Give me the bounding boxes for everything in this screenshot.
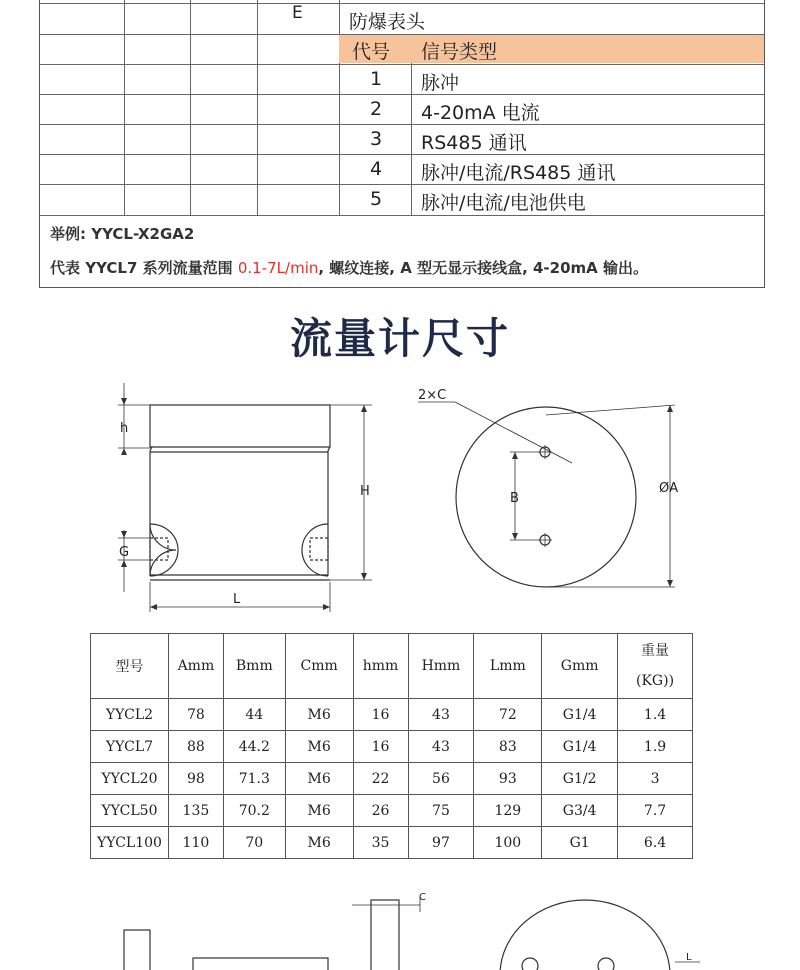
table-row [91,763,693,795]
table-row [91,699,693,731]
table-cell: YYCL2 [91,699,169,731]
table-cell: 100 [474,827,542,859]
bottom-partial-drawings [124,897,700,970]
table-cell: 1.4 [618,699,693,731]
table-cell: YYCL50 [91,795,169,827]
grid-line [190,0,191,215]
table-cell: 88 [168,731,223,763]
signal-header-fill [339,34,764,63]
row-signal: 脉冲 [421,72,460,94]
arrowhead [667,405,673,412]
table-cell: G3/4 [542,795,618,827]
grid-line [339,0,340,215]
partial-hole [522,958,538,970]
partial-hole [598,958,614,970]
table-cell: M6 [285,731,353,763]
row-code: 2 [370,98,383,120]
table-cell: 6.4 [618,827,693,859]
row-code: 1 [370,68,383,90]
row-signal: 4-20mA 电流 [421,102,540,124]
row-text-explosion-proof: 防爆表头 [349,11,426,33]
table-cell: 71.3 [223,763,285,795]
label-2xC: 2×C [418,388,447,403]
table-cell: 78 [168,699,223,731]
bolt-hole [540,447,550,457]
table-cell: 7.7 [618,795,693,827]
table-cell: M6 [285,827,353,859]
table-cell: 35 [353,827,408,859]
col-weight [618,634,693,699]
col-l: Lmm [474,634,542,699]
table-cell: G1/4 [542,731,618,763]
arrowhead [512,452,518,459]
section-title: 流量计尺寸 [289,314,510,363]
partial-rect [124,930,150,970]
grid-line [40,184,764,185]
label-l-small: L [686,952,692,963]
table-cell: G1/2 [542,763,618,795]
table-cell: G1/4 [542,699,618,731]
col-H: Hmm [408,634,474,699]
header-code: 代号 [352,41,391,63]
arrowhead [121,448,127,455]
arrowhead [150,604,157,610]
top-view-circle [456,407,636,587]
left-port-arc [150,524,176,576]
label-g: G [119,545,130,560]
table-cell: 135 [168,795,223,827]
example-line: 举例: YYCL-X2GA2 [50,225,195,243]
table-cell: 110 [168,827,223,859]
col-weight-line1: 重量 [641,643,670,659]
table-cell: 75 [408,795,474,827]
label-phiA: ØA [659,481,679,496]
table-header-row [91,634,693,699]
grid-line [40,94,764,95]
arrowhead [121,531,127,538]
desc-suffix: , 螺纹连接, A 型无显示接线盒, 4-20mA 输出。 [318,259,648,277]
table-cell: 26 [353,795,408,827]
grid-line [40,154,764,155]
table-cell: 70 [223,827,285,859]
top-view [418,402,675,587]
arrowhead [512,533,518,540]
row-signal: RS485 通讯 [421,132,527,154]
col-model: 型号 [91,634,169,699]
table-cell: 97 [408,827,474,859]
desc-prefix: 代表 YYCL7 系列流量范围 [50,259,238,277]
arrowhead [361,573,367,580]
table-cell: YYCL7 [91,731,169,763]
table-cell: YYCL100 [91,827,169,859]
arrowhead [121,398,127,405]
table-cell: 72 [474,699,542,731]
partial-rect [371,900,399,970]
label-h: h [120,421,129,436]
table-cell: 1.9 [618,731,693,763]
grid-line [40,124,764,125]
partial-rect [193,958,328,970]
label-c-small: C [419,892,426,903]
col-a: Amm [168,634,223,699]
table-cell: 3 [618,763,693,795]
row-code: 4 [370,158,383,180]
grid-line [40,64,764,65]
row-code-e: E [292,3,303,23]
example-description [50,257,648,278]
bolt-hole [540,535,550,545]
table-cell: YYCL20 [91,763,169,795]
label-H: H [360,484,370,499]
leader-c [455,402,572,463]
left-port-thread [150,538,168,560]
row-signal: 脉冲/电流/RS485 通讯 [421,162,616,184]
partial-arc [500,900,670,970]
table-row [91,731,693,763]
desc-range: 0.1-7L/min [237,259,319,277]
table-cell: 16 [353,699,408,731]
left-port-arc [150,524,178,576]
header-signal-type: 信号类型 [421,41,498,63]
row-signal: 脉冲/电流/电池供电 [421,192,586,214]
table-cell: 70.2 [223,795,285,827]
arrowhead [121,560,127,567]
table-row [91,827,693,859]
table-cell: 43 [408,699,474,731]
grid-line [40,34,764,35]
right-port-arc [302,524,328,576]
right-port-thread [310,538,328,560]
label-B: B [510,491,519,506]
side-view [118,383,372,612]
table-cell: 44 [223,699,285,731]
col-h: hmm [353,634,408,699]
table-cell: M6 [285,699,353,731]
table-cell: 98 [168,763,223,795]
col-g: Gmm [542,634,618,699]
col-b: Bmm [223,634,285,699]
grid-line [257,0,258,215]
dimension-table [90,633,693,859]
table-cell: M6 [285,763,353,795]
table-cell: 43 [408,731,474,763]
grid-line [40,3,764,4]
table-cell: 83 [474,731,542,763]
arrowhead [323,604,330,610]
table-cell: M6 [285,795,353,827]
row-code: 3 [370,128,383,150]
table-cell: 16 [353,731,408,763]
table-row [91,795,693,827]
table-cell: 129 [474,795,542,827]
side-view-outline [150,405,330,575]
table-cell: 56 [408,763,474,795]
dim-A-ext [546,405,675,415]
row-code: 5 [370,188,383,210]
arrowhead [361,405,367,412]
table-cell: 44.2 [223,731,285,763]
grid-line [40,215,764,216]
col-weight-line2: (KG)) [636,673,675,689]
table-cell: 22 [353,763,408,795]
table-cell: 93 [474,763,542,795]
table-cell: G1 [542,827,618,859]
grid-line [124,0,125,215]
spec-table [39,0,765,288]
label-L: L [233,592,241,607]
arrowhead [667,580,673,587]
col-c: Cmm [285,634,353,699]
